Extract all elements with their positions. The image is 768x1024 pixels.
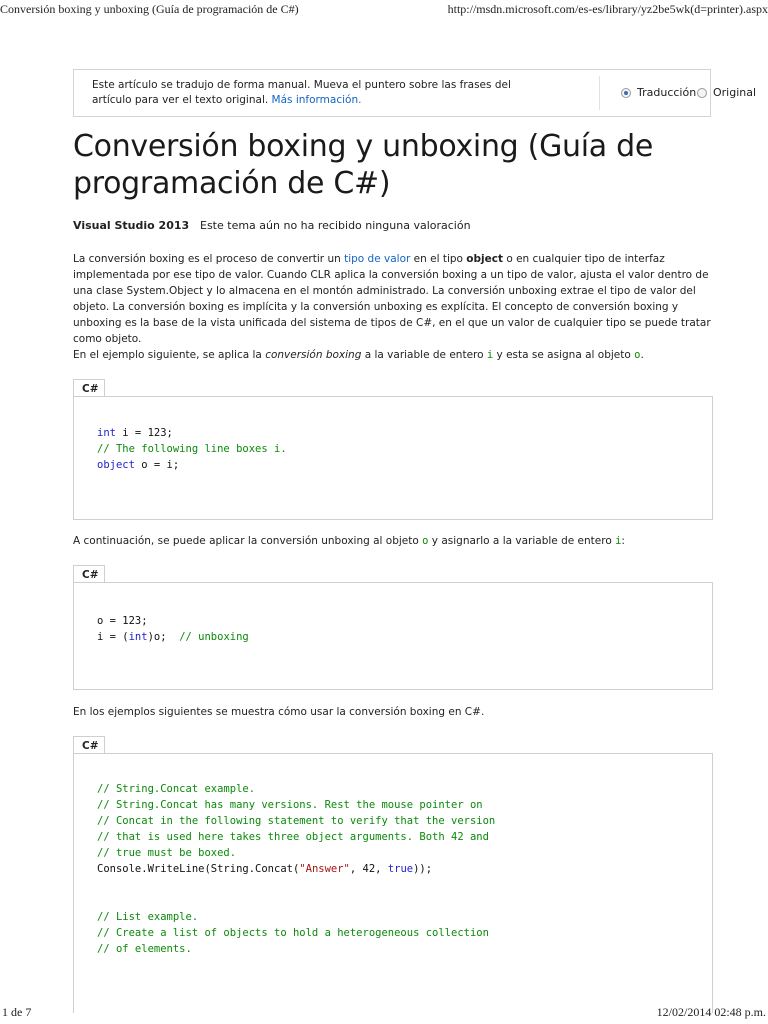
example2-description	[73, 533, 713, 549]
ex1-text-c: y esta se asigna al objeto	[493, 349, 635, 361]
print-header-url: http://msdn.microsoft.com/es-es/library/yz2be5wk(d=printer).aspx	[447, 2, 768, 16]
code-keyword: int	[128, 631, 148, 643]
original-radio-label: Original	[713, 86, 757, 99]
code-line: ));	[413, 863, 433, 875]
translation-message	[92, 78, 512, 108]
translation-radio-label: Traducción	[637, 86, 697, 99]
code-language-tab[interactable]: C#	[73, 379, 105, 397]
code-comment: // Create a list of objects to hold a heterogeneous collection	[97, 927, 489, 939]
code-block-2	[73, 582, 713, 690]
code-comment: // of elements.	[97, 943, 192, 955]
code-comment: // true must be boxed.	[97, 847, 237, 859]
article-meta	[73, 219, 471, 232]
code-comment: // Concat in the following statement to verify that the version	[97, 815, 496, 827]
code-line: i = 123;	[115, 427, 173, 439]
ex2-var-o: o	[422, 535, 429, 547]
ex2-var-i: i	[615, 535, 622, 547]
rating-status: Este tema aún no ha recibido ninguna valoración	[200, 219, 471, 232]
ex2-text-c: :	[621, 535, 625, 547]
ex2-text-a: A continuación, se puede aplicar la conversión unboxing al objeto	[73, 535, 423, 547]
code-string: "Answer"	[299, 863, 350, 875]
code-language-tab[interactable]: C#	[73, 736, 105, 754]
code-comment: // unboxing	[179, 631, 249, 643]
translation-bar	[73, 69, 757, 117]
code-block-1	[73, 396, 713, 520]
translation-message-text: Este artículo se tradujo de forma manual. Mueva el puntero sobre las frases del artículo para ver el texto original.	[92, 79, 511, 106]
print-footer	[0, 1005, 768, 1021]
print-datetime: 12/02/2014 02:48 p.m.	[656, 1005, 766, 1019]
translation-separator	[599, 76, 600, 110]
ex1-text-a: En el ejemplo siguiente, se aplica la	[73, 349, 266, 361]
code-line: o = 123;	[97, 615, 148, 627]
product-version: Visual Studio 2013	[73, 219, 190, 232]
code-snippet-3	[97, 781, 495, 957]
code-line: i = (	[97, 631, 129, 643]
translation-radio-option[interactable]	[621, 86, 696, 99]
intro-text-2: en el tipo	[410, 253, 467, 265]
radio-selected-icon[interactable]	[621, 88, 631, 98]
example1-description	[73, 347, 713, 363]
code-comment: // String.Concat example.	[97, 783, 256, 795]
ex1-var-i: i	[486, 349, 494, 361]
radio-unselected-icon[interactable]	[697, 88, 707, 98]
original-radio-option[interactable]	[697, 86, 756, 99]
code-comment: // The following line boxes i.	[97, 443, 287, 455]
page-title: Conversión boxing y unboxing (Guía de programación de C#)	[73, 129, 653, 201]
ex2-text-b: y asignarlo a la variable de entero	[428, 535, 616, 547]
ex1-emphasis: conversión boxing	[265, 349, 362, 361]
code-line: , 42,	[349, 863, 388, 875]
code-snippet-1	[97, 425, 287, 473]
ex1-text-b: a la variable de entero	[361, 349, 487, 361]
intro-text-1: La conversión boxing es el proceso de convertir un	[73, 253, 345, 265]
code-keyword: int	[97, 427, 116, 439]
print-header	[0, 2, 768, 18]
code-line: o = i;	[134, 459, 180, 471]
code-comment: // that is used here takes three object arguments. Both 42 and	[97, 831, 489, 843]
intro-text-3: o en cualquier tipo de interfaz implementada por ese tipo de valor. Cuando CLR aplica la conversión boxing a un tipo de valor, ajusta el valor dentro de una clase System.Object y lo almacena en el montón administrado. La conversión unboxing extrae el tipo de valor del objeto. La conversión boxing es implícita y la conversión unboxing es explícita. El concepto de conversión boxing y unboxing es la base de la vista unificada del sistema de tipos de C#, en el que un valor de cualquier tipo se puede tratar como objeto.	[73, 253, 711, 345]
intro-paragraph	[73, 251, 713, 347]
code-block-3	[73, 753, 713, 1013]
code-keyword: true	[387, 863, 414, 875]
more-info-link[interactable]: Más información.	[271, 94, 362, 106]
print-header-title: Conversión boxing y unboxing (Guía de programación de C#)	[0, 2, 299, 16]
code-language-tab[interactable]: C#	[73, 565, 105, 583]
object-keyword: object	[466, 253, 503, 265]
page-number: 1 de 7	[2, 1005, 32, 1019]
example3-description: En los ejemplos siguientes se muestra cómo usar la conversión boxing en C#.	[73, 706, 485, 718]
code-comment: // List example.	[97, 911, 199, 923]
value-type-link[interactable]: tipo de valor	[344, 253, 411, 265]
ex1-var-o: o	[634, 349, 641, 361]
code-line: )o;	[147, 631, 180, 643]
code-line: Console.WriteLine(String.Concat(	[97, 863, 300, 875]
code-snippet-2	[97, 613, 249, 645]
code-comment: // String.Concat has many versions. Rest the mouse pointer on	[97, 799, 483, 811]
code-keyword: object	[97, 459, 135, 471]
ex1-text-d: .	[640, 349, 644, 361]
